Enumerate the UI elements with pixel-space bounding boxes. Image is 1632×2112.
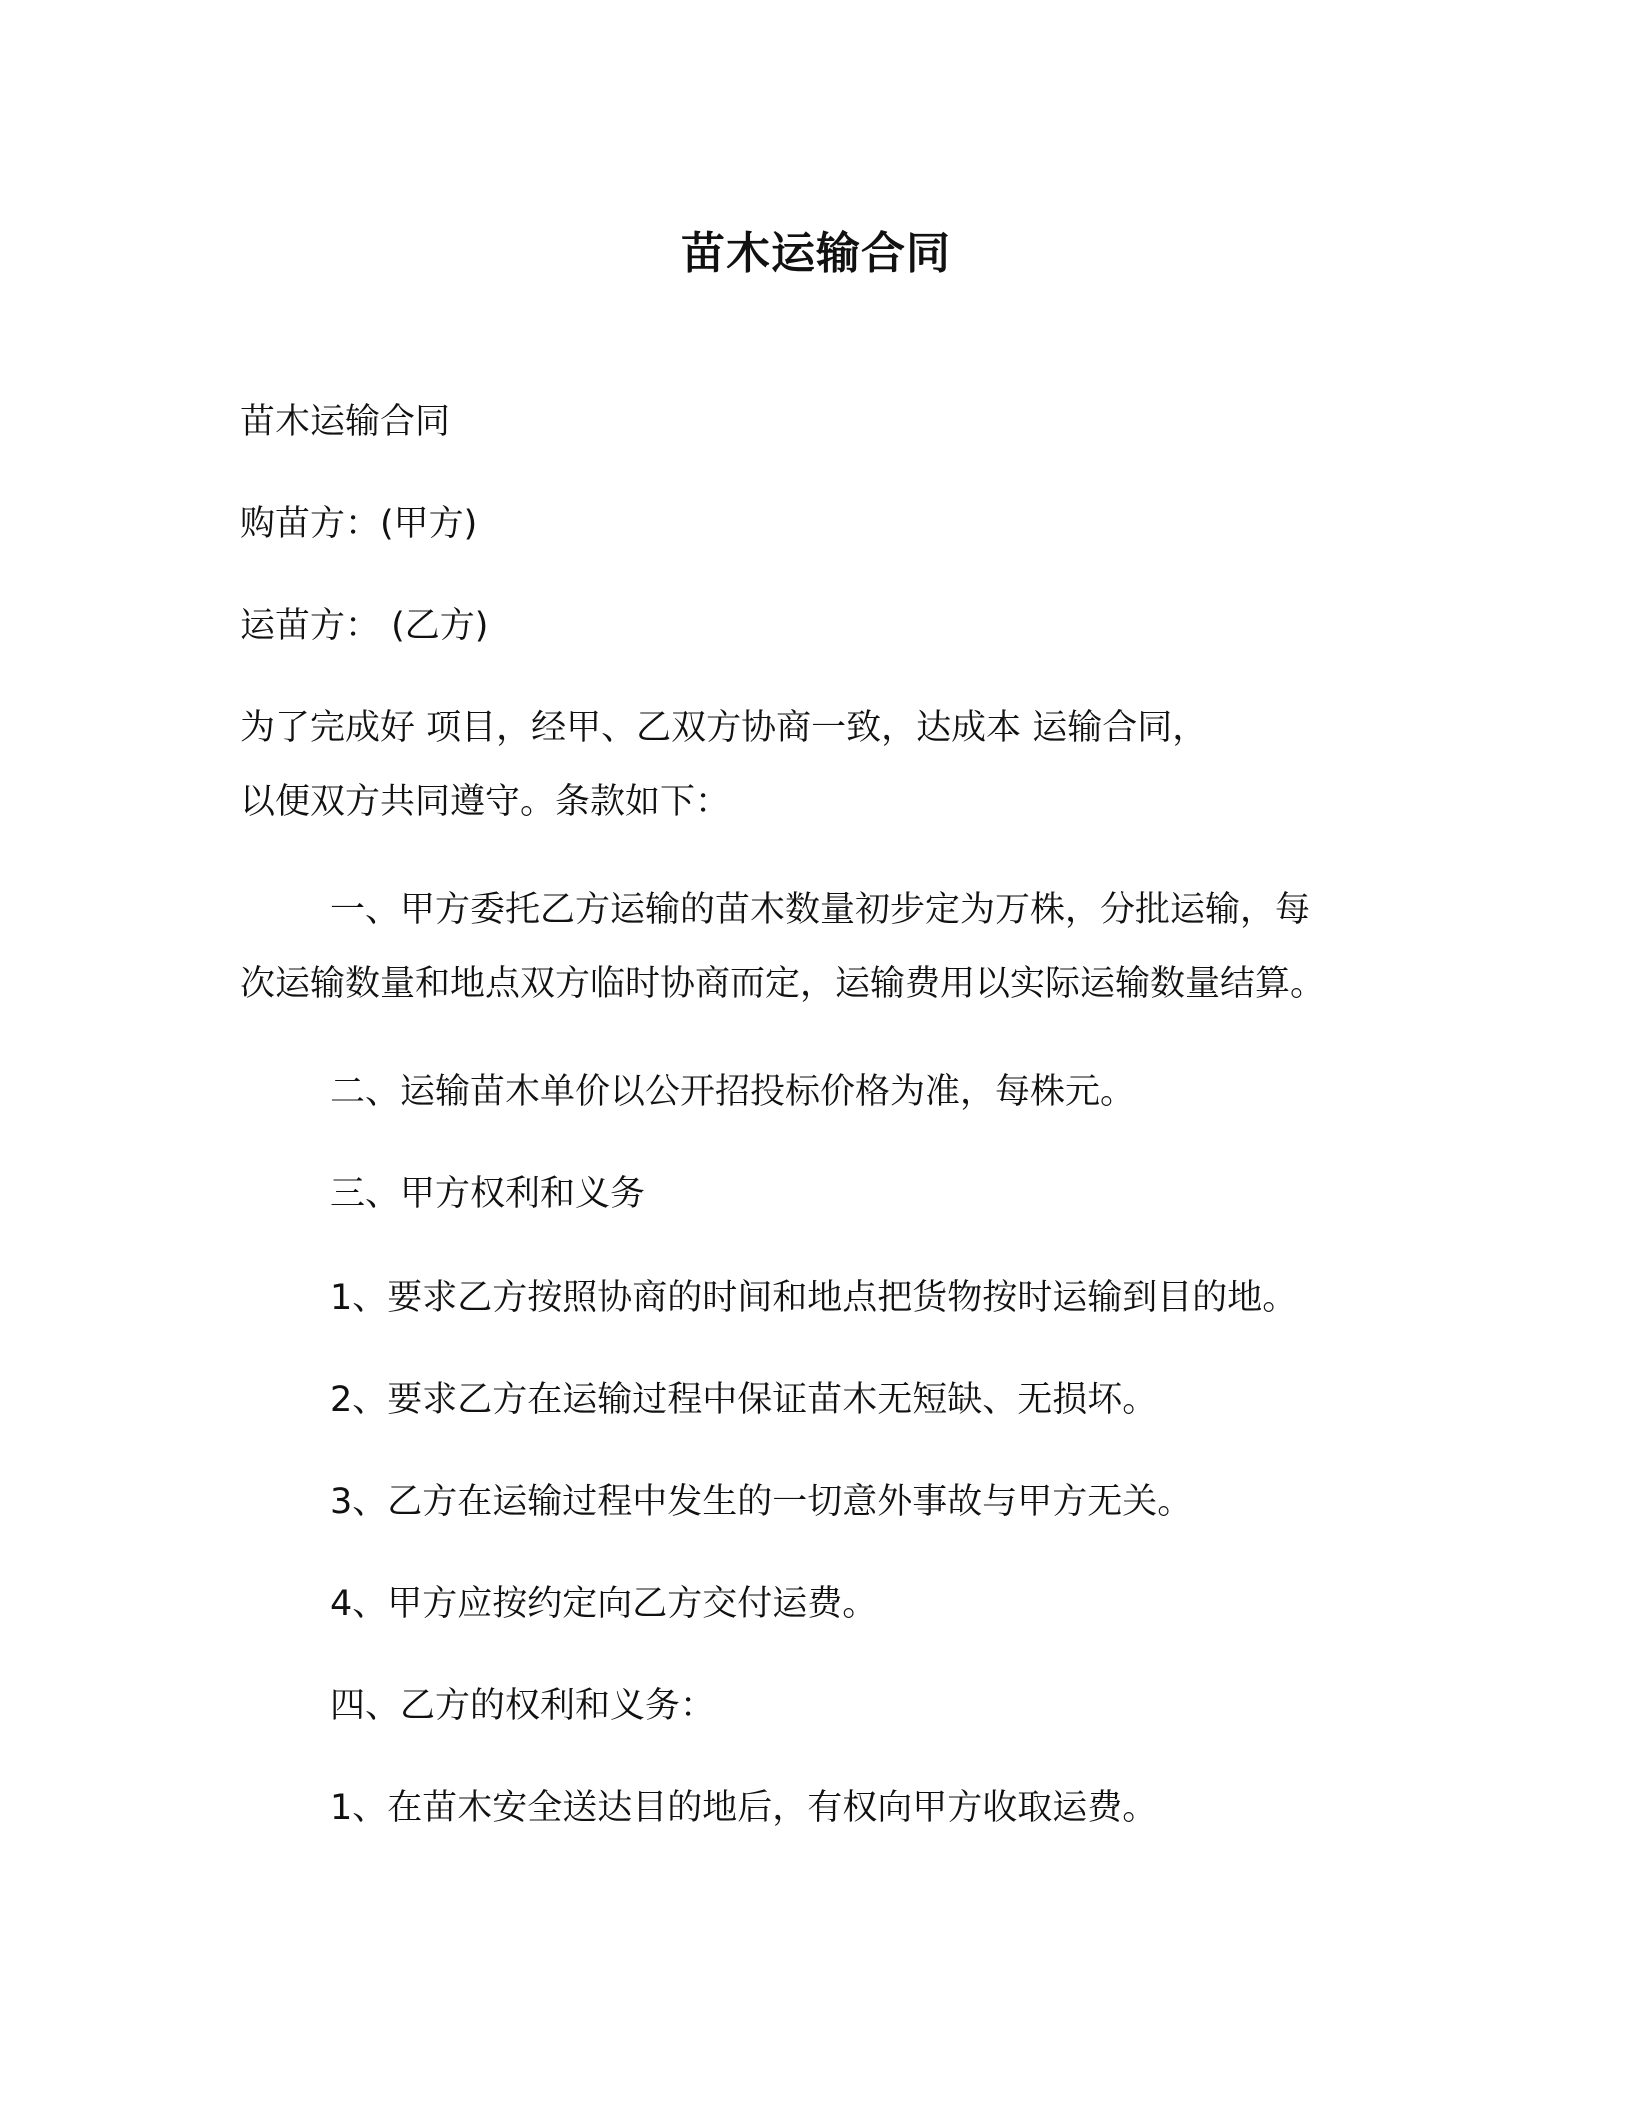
clause-3-item-3: 3、乙方在运输过程中发生的一切意外事故与甲方无关。 [330,1482,1193,1522]
clause-4-heading: 四、乙方的权利和义务： [330,1686,716,1726]
party-a: 购苗方：(甲方) [240,504,478,544]
party-b: 运苗方： (乙方) [240,606,489,646]
clause-4-item-1: 1、在苗木安全送达目的地后，有权向甲方收取运费。 [330,1788,1158,1828]
clause-3-item-1: 1、要求乙方按照协商的时间和地点把货物按时运输到目的地。 [330,1278,1298,1318]
clause-3-item-2: 2、要求乙方在运输过程中保证苗木无短缺、无损坏。 [330,1380,1158,1420]
clause-3-item-4: 4、甲方应按约定向乙方交付运费。 [330,1584,878,1624]
clause-2: 二、运输苗木单价以公开招投标价格为准，每株元。 [330,1072,1136,1112]
subtitle: 苗木运输合同 [240,402,451,442]
clause-3-heading: 三、甲方权利和义务 [330,1174,646,1214]
clause-1-line-1: 一、甲方委托乙方运输的苗木数量初步定为万株，分批运输，每 [330,890,1311,930]
intro-line-2: 以便双方共同遵守。条款如下： [240,782,731,822]
document-title: 苗木运输合同 [681,228,951,279]
intro-line-1: 为了完成好 项目，经甲、乙双方协商一致，达成本 运输合同， [240,708,1208,748]
clause-1-line-2: 次运输数量和地点双方临时协商而定，运输费用以实际运输数量结算。 [240,964,1326,1004]
